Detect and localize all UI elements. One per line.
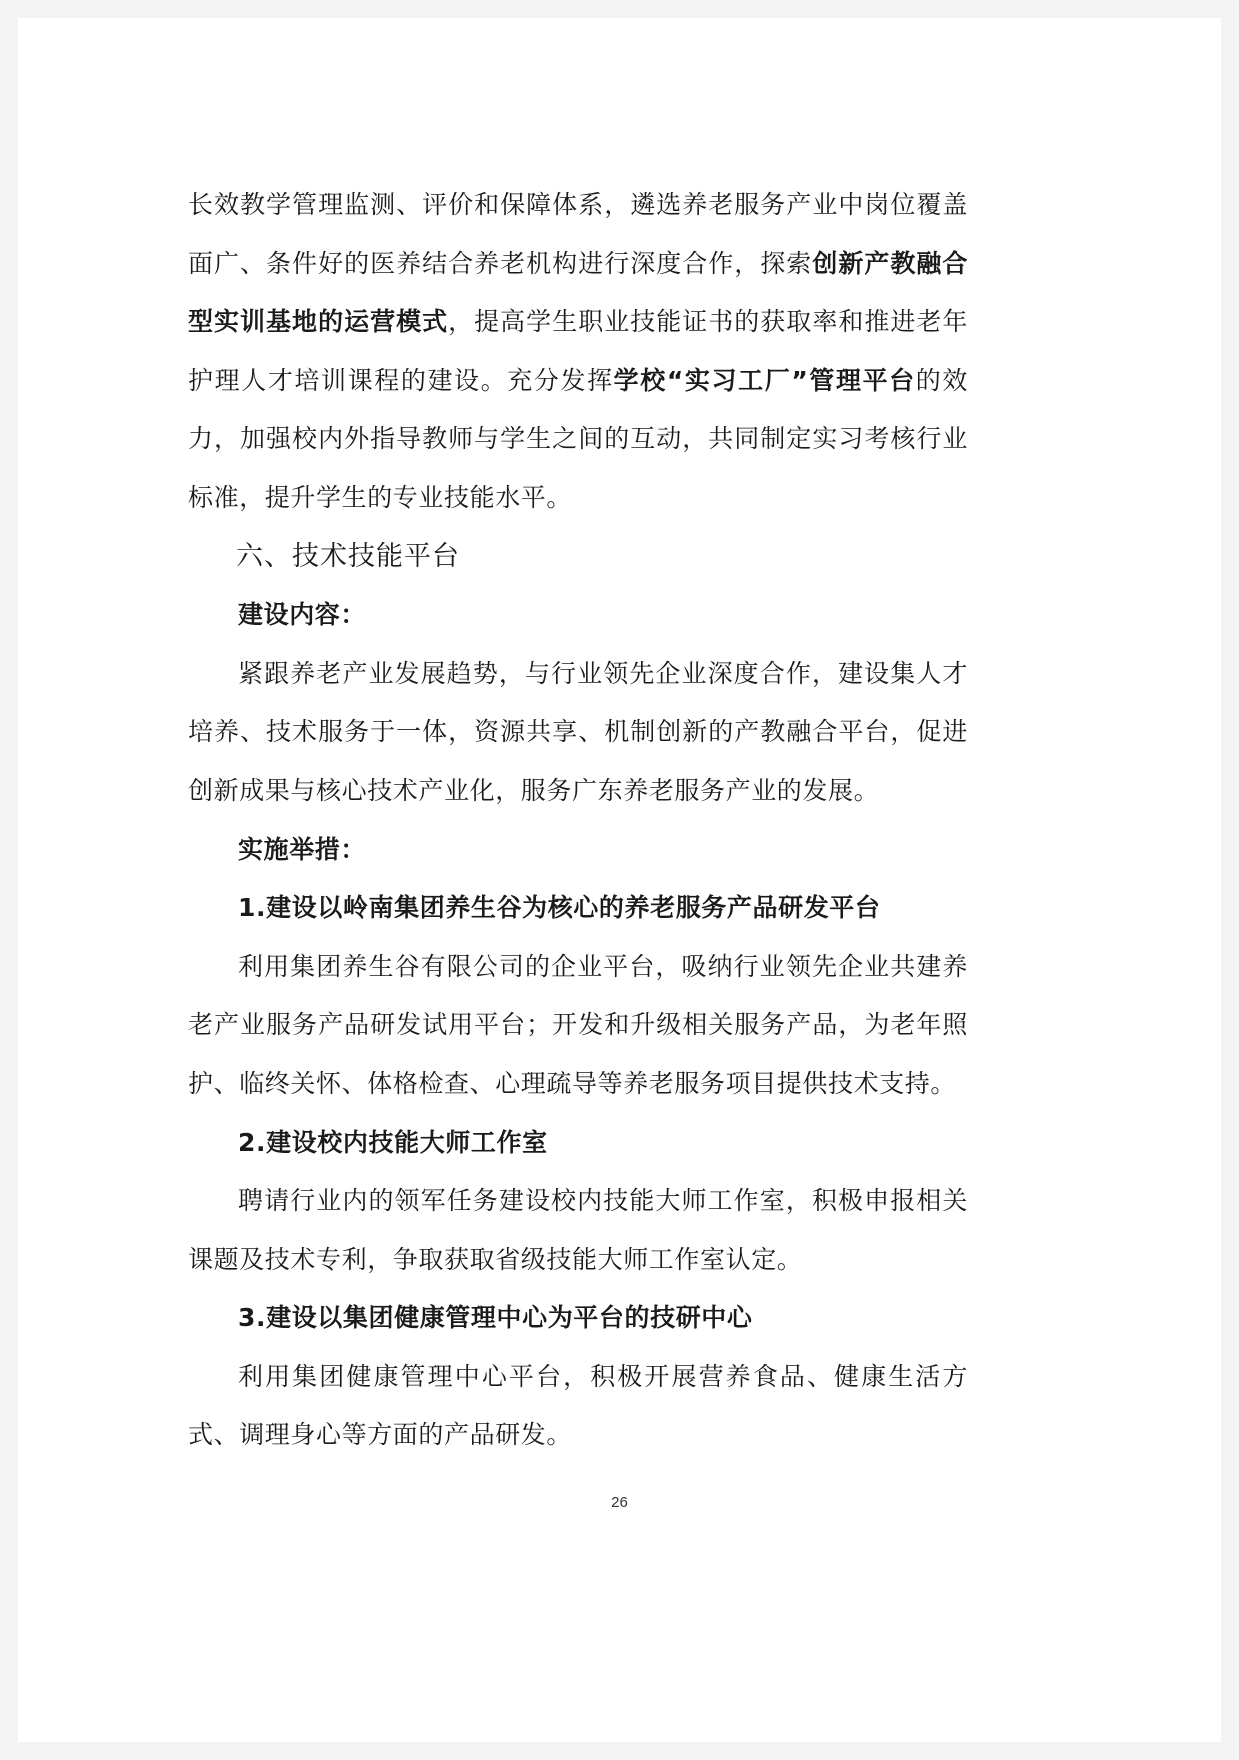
content-label: 建设内容： (238, 600, 367, 630)
emphasis-text: 创新产教融合型实训基地的运营模式 (188, 248, 968, 337)
item-paragraph-2: 聘请行业内的领军任务建设校内技能大师工作室，积极申报相关课题及技术专利，争取获取省级技能大师工作室认定。 (188, 1186, 968, 1274)
continued-paragraph (188, 176, 968, 528)
item-heading-2: 2.建设校内技能大师工作室 (238, 1127, 548, 1157)
item-paragraph-1: 利用集团养生谷有限公司的企业平台，吸纳行业领先企业共建养老产业服务产品研发试用平台；开发和升级相关服务产品，为老年照护、临终关怀、体格检查、心理疏导等养老服务项目提供技术支持。 (188, 951, 968, 1098)
page-content (188, 176, 968, 1465)
item-heading-3: 3.建设以集团健康管理中心为平台的技研中心 (238, 1303, 753, 1333)
page-number: 26 (611, 1494, 628, 1511)
paragraph-text: 的效力，加强校内外指导教师与学生之间的互动，共同制定实习考核行业标准，提升学生的专业技能水平。 (188, 365, 969, 512)
paragraph-text: ，提高学生职业技能证书的获取率和推进老年护理人才培训课程的建设。充分发挥 (188, 307, 968, 395)
emphasis-text: 学校“实习工厂”管理平台 (613, 365, 916, 395)
measures-label: 实施举措： (238, 834, 367, 864)
item-paragraph-3: 利用集团健康管理中心平台，积极开展营养食品、健康生活方式、调理身心等方面的产品研发。 (188, 1361, 968, 1450)
item-heading-1: 1.建设以岭南集团养生谷为核心的养老服务产品研发平台 (238, 893, 881, 923)
paragraph-text: 长效教学管理监测、评价和保障体系，遴选养老服务产业中岗位覆盖面广、条件好的医养结合养老机构进行深度合作，探索 (188, 190, 968, 278)
content-paragraph: 紧跟养老产业发展趋势，与行业领先企业深度合作，建设集人才培养、技术服务于一体，资源共享、机制创新的产教融合平台，促进创新成果与核心技术产业化，服务广东养老服务产业的发展。 (188, 658, 968, 805)
document-page (18, 18, 1221, 1742)
section-heading: 六、技术技能平台 (236, 540, 460, 572)
